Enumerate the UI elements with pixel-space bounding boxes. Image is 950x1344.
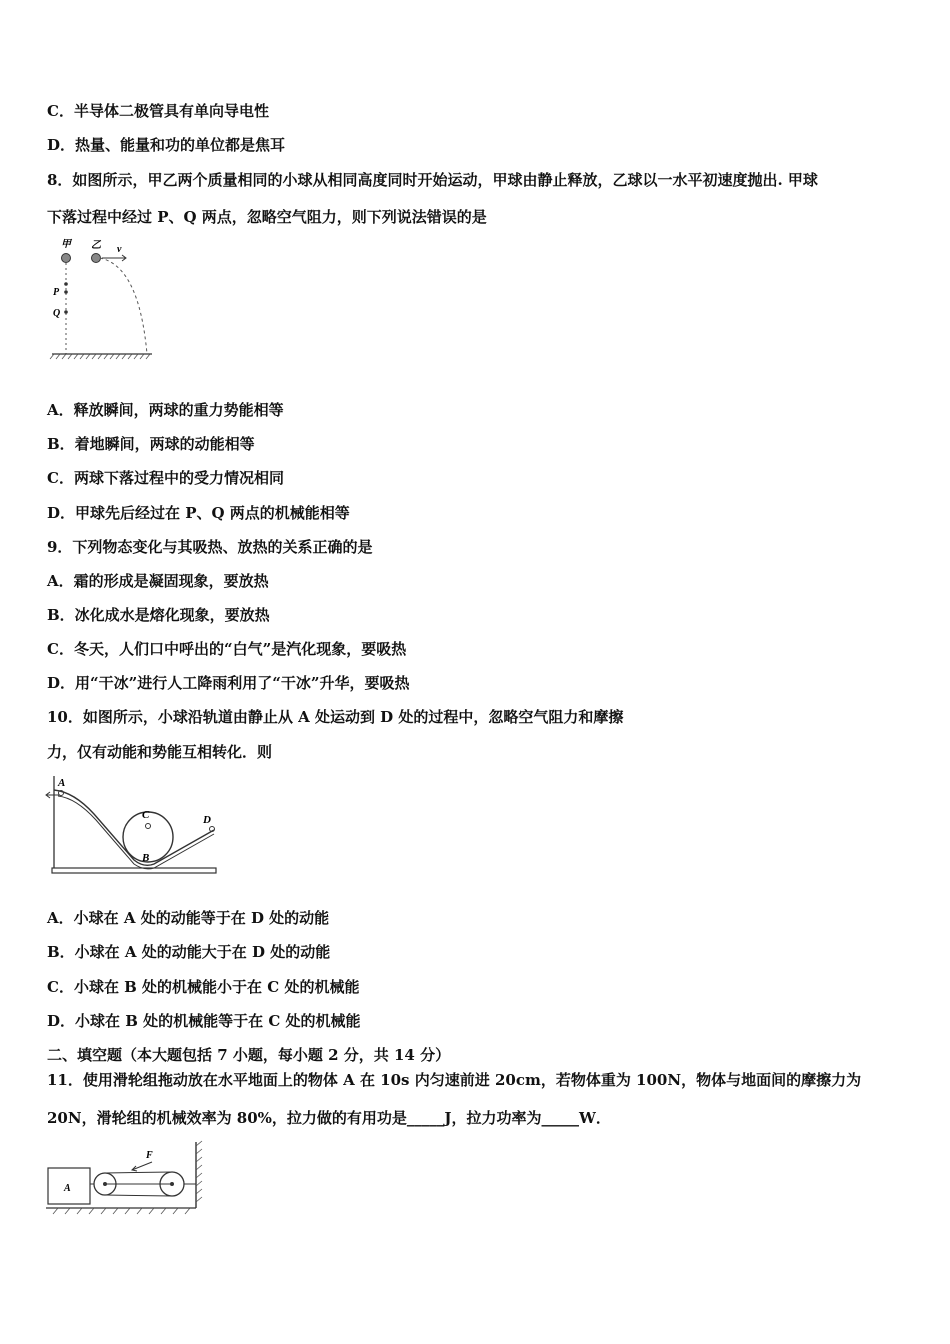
wall-hatching [196,1141,202,1202]
ground-hatching [50,354,150,359]
q8-label-yi: 乙 [91,240,101,251]
q8-option-b: B．着地瞬间，两球的动能相等 [47,435,255,453]
section2-heading: 二、填空题（本大题包括 7 小题，每小题 2 分，共 14 分） [47,1046,451,1064]
q7-option-d: D．热量、能量和功的单位都是焦耳 [47,136,286,154]
q11-stem-line2: 20N，滑轮组的机械效率为 80%，拉力做的有用功是_____J，拉力功率为_____W． [47,1109,611,1127]
q9-option-b: B．冰化成水是熔化现象，要放热 [47,606,270,624]
yi-trajectory [100,258,147,354]
floor-hatching [53,1208,190,1214]
q10-label-d: D [203,814,211,826]
q8-label-jia: 甲 [61,239,71,250]
q8-option-a: A．释放瞬间，两球的重力势能相等 [47,401,284,419]
track-curve [54,790,214,865]
rope-bottom [105,1195,172,1196]
ball-at-c-icon [146,824,151,829]
q10-option-c: C．小球在 B 处的机械能小于在 C 处的机械能 [47,978,360,996]
q8-label-p: P [53,287,60,298]
q9-option-d: D．用“干冰”进行人工降雨利用了“干冰”升华，要吸热 [47,674,410,692]
q9-option-c: C．冬天，人们口中呼出的“白气”是汽化现象，要吸热 [47,640,407,658]
q10-label-b: B [142,852,150,864]
q11-label-a: A [64,1183,71,1194]
q10-option-a: A．小球在 A 处的动能等于在 D 处的动能 [47,909,330,927]
q10-stem-line2: 力，仅有动能和势能互相转化．则 [47,743,273,761]
ball-jia-icon [62,254,71,263]
q8-stem-line2: 下落过程中经过 P、Q 两点，忽略空气阻力，则下列说法错误的是 [47,208,487,226]
q10-option-d: D．小球在 B 处的机械能等于在 C 处的机械能 [47,1012,361,1030]
q8-stem-line1: 8．如图所示，甲乙两个质量相同的小球从相同高度同时开始运动，甲球由静止释放，乙球以一水平初速度抛出. 甲球 [47,171,818,189]
q11-stem-line1: 11．使用滑轮组拖动放在水平地面上的物体 A 在 10s 内匀速前进 20cm，若物体重为 100N，物体与地面间的摩擦力为 [47,1071,862,1089]
q9-stem: 9．下列物态变化与其吸热、放热的关系正确的是 [47,538,373,556]
q11-label-f: F [146,1150,153,1161]
base-board [52,868,216,873]
q9-option-a: A．霜的形成是凝固现象，要放热 [47,572,269,590]
q8-label-q: Q [53,308,61,319]
q10-figure [44,772,219,877]
ball-yi-icon [92,254,101,263]
pull-force-arrow-icon [132,1162,152,1170]
q10-label-c: C [142,809,150,821]
q8-label-v: v [117,244,122,255]
q10-stem-line1: 10．如图所示，小球沿轨道由静止从 A 处运动到 D 处的过程中，忽略空气阻力和摩擦 [47,708,624,726]
rope-top [105,1172,172,1173]
q10-label-a: A [58,777,66,789]
q7-option-c: C．半导体二极管具有单向导电性 [47,102,269,120]
q8-figure [44,236,159,366]
q8-option-d: D．甲球先后经过在 P、Q 两点的机械能相等 [47,504,350,522]
q11-figure [44,1138,214,1223]
q10-option-b: B．小球在 A 处的动能大于在 D 处的动能 [47,943,331,961]
q8-option-c: C．两球下落过程中的受力情况相同 [47,469,284,487]
